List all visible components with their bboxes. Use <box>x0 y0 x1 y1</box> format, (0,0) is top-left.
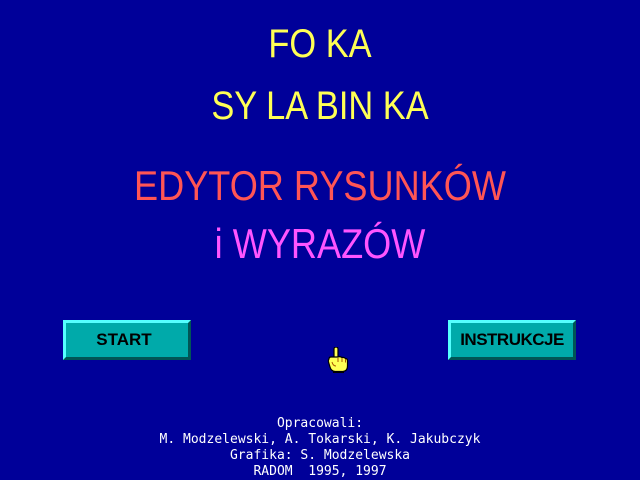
app-subtitle-line2: i WYRAZÓW <box>214 220 426 267</box>
app-subtitle-line1: EDYTOR RYSUNKÓW <box>134 162 506 209</box>
app-title-line1: FO KA <box>268 22 372 66</box>
credits-authors: M. Modzelewski, A. Tokarski, K. Jakubczyk <box>159 432 481 447</box>
app-title-line2: SY LA BIN KA <box>211 84 429 128</box>
credits-place-year: RADOM 1995, 1997 <box>253 464 387 479</box>
credits-heading: Opracowali: <box>276 416 364 431</box>
pointing-hand-icon <box>327 347 349 373</box>
credits-graphics: Grafika: S. Modzelewska <box>229 448 410 463</box>
start-button[interactable]: START <box>63 320 191 360</box>
instructions-button[interactable]: INSTRUKCJE <box>448 320 576 360</box>
